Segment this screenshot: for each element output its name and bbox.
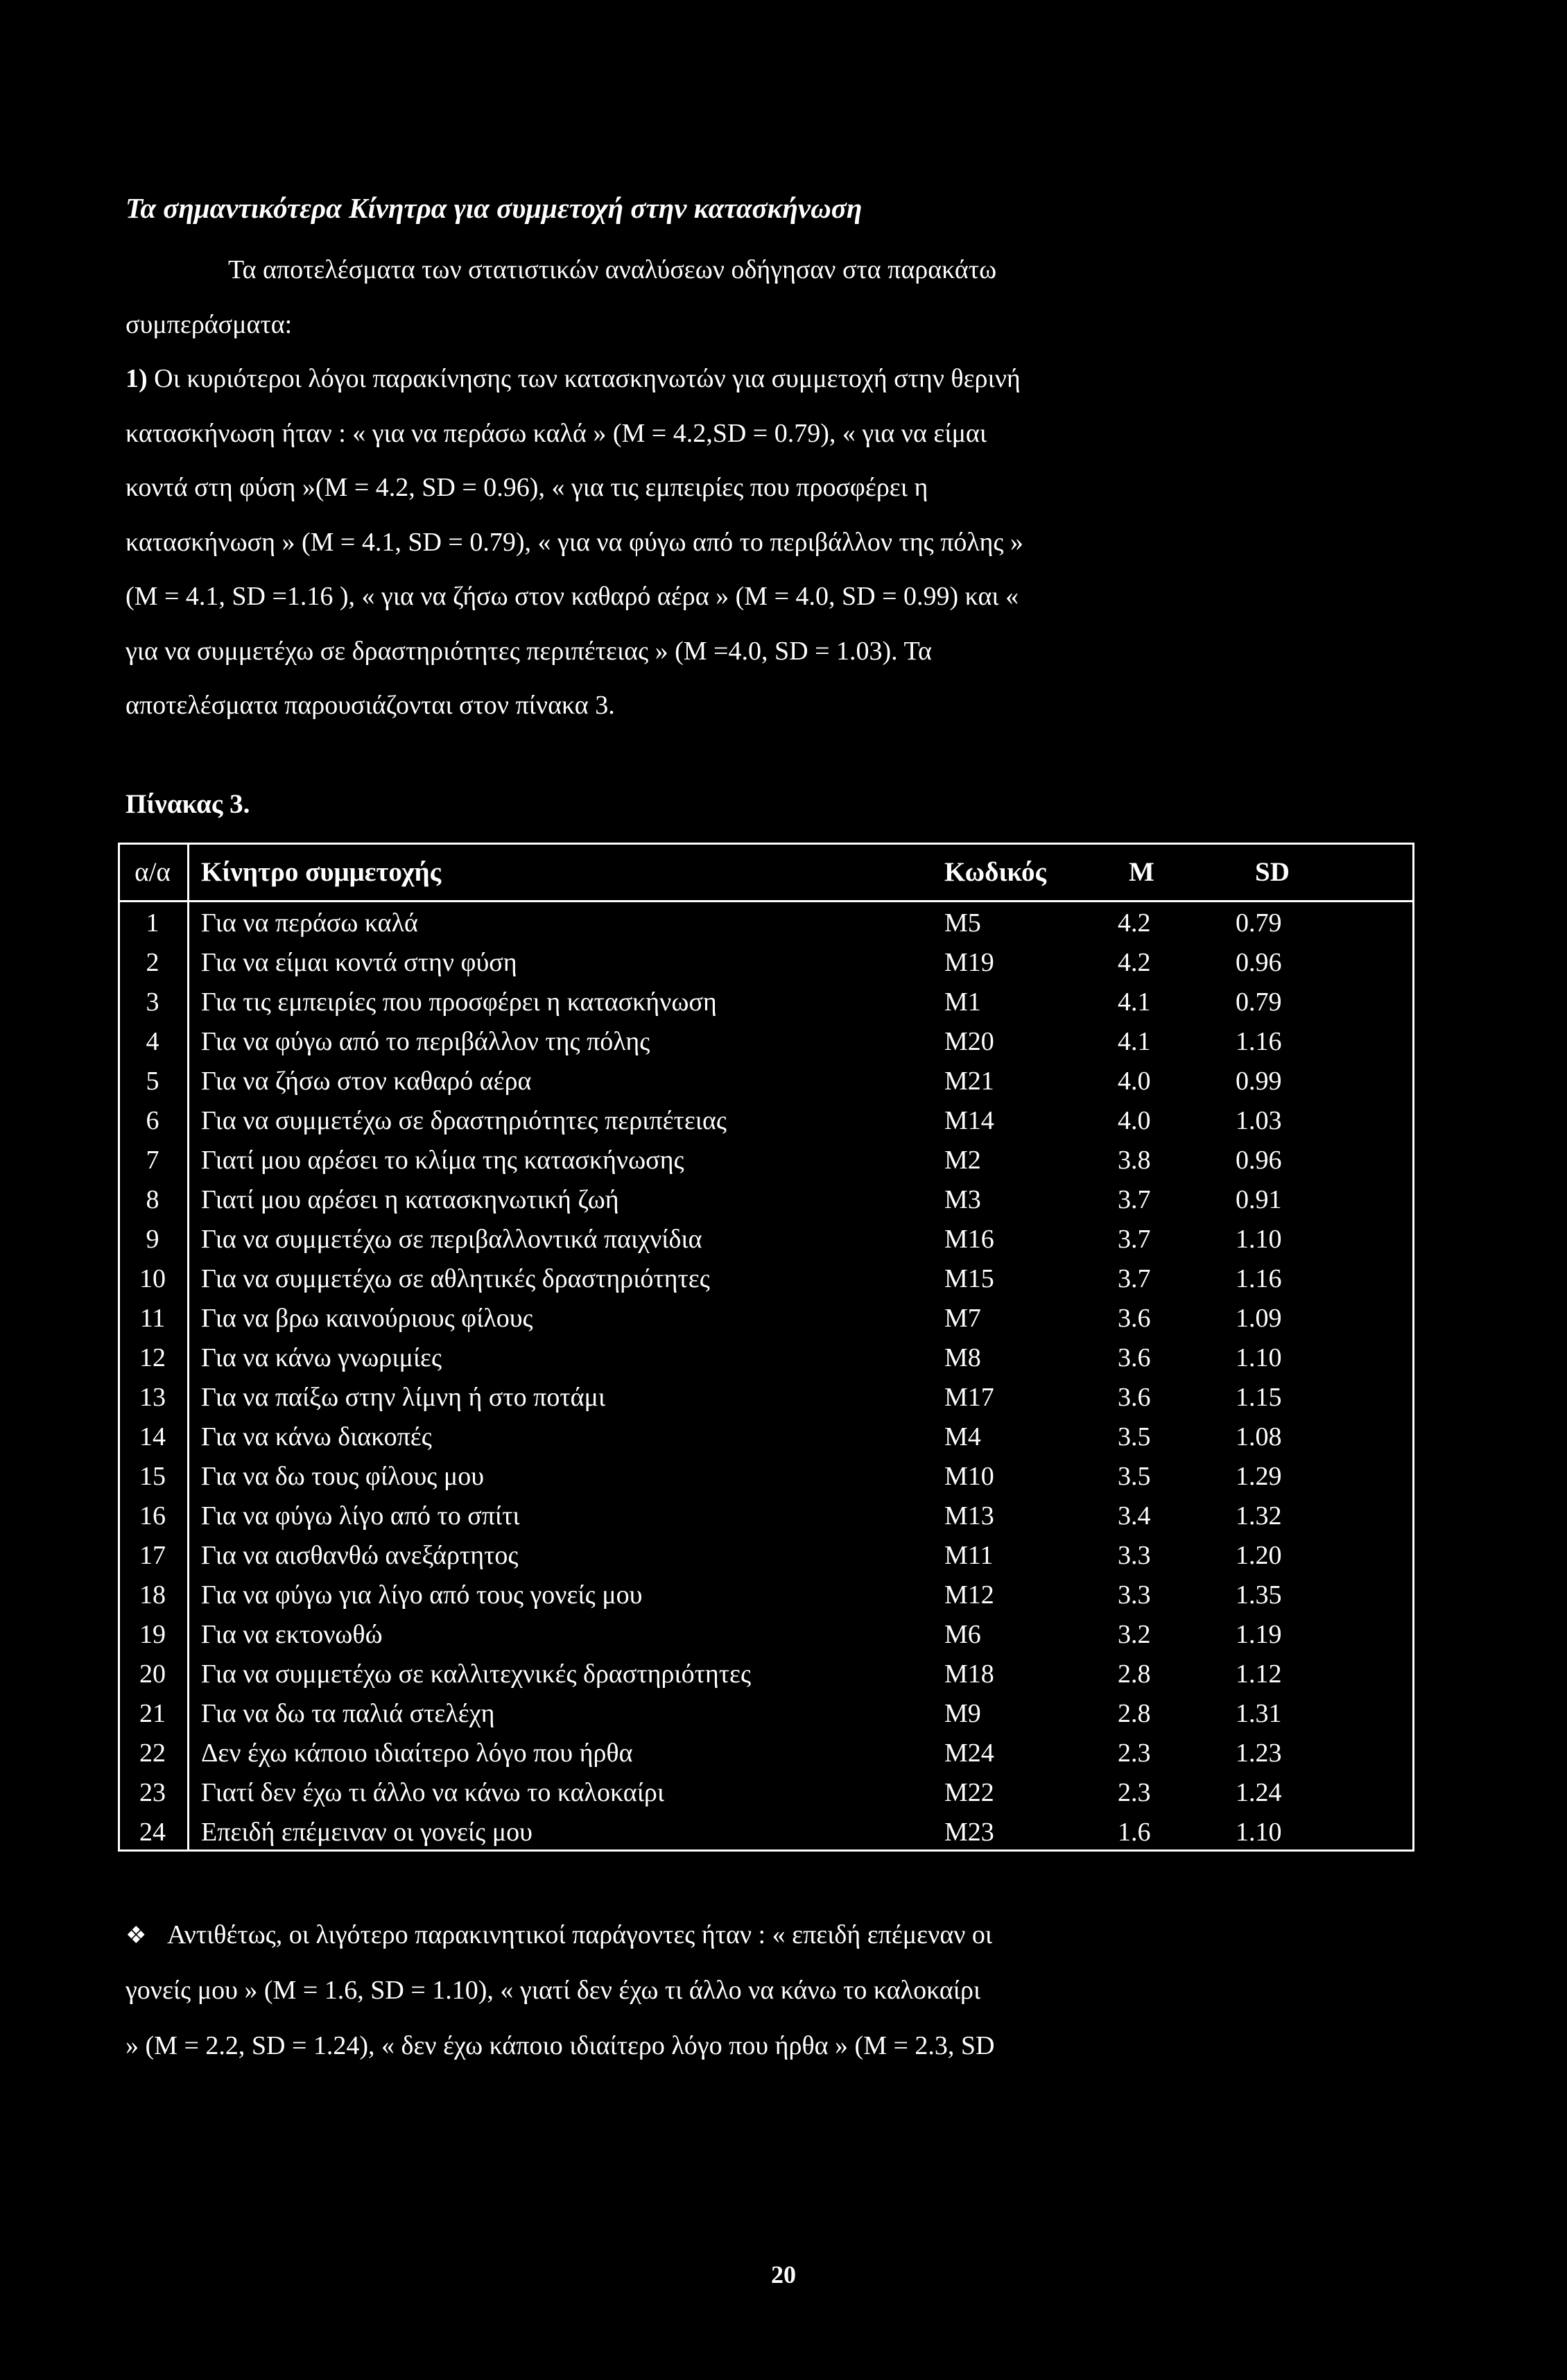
row-index: 14 [139,1422,166,1451]
row-index: 10 [139,1264,166,1293]
row-mean: 2.8 [1118,1699,1151,1728]
row-sd: 0.79 [1236,988,1282,1017]
row-index: 13 [139,1383,166,1412]
table-row [118,1022,1414,1062]
row-sd: 1.31 [1236,1699,1282,1728]
row-mean: 3.6 [1118,1383,1151,1412]
bullet-text: Αντιθέτως, οι λιγότερο παρακινητικοί παράγοντες ήταν : « επειδή επέμεναν οι [167,1920,993,1949]
row-index: 12 [139,1343,166,1372]
row-code: M20 [944,1027,994,1056]
row-motive: Γιατί μου αρέσει η κατασκηνωτική ζωή [201,1185,619,1214]
row-code: M13 [944,1501,994,1530]
row-sd: 1.24 [1236,1778,1282,1807]
row-motive: Γιατί δεν έχω τι άλλο να κάνω το καλοκαίρι [201,1778,665,1807]
row-index: 6 [146,1106,159,1135]
row-code: M14 [944,1106,994,1135]
row-mean: 3.5 [1118,1462,1151,1491]
row-mean: 3.6 [1118,1304,1151,1333]
row-mean: 3.7 [1118,1185,1151,1214]
page-number: 20 [771,2261,796,2288]
row-index: 9 [146,1225,159,1254]
row-sd: 1.10 [1236,1818,1282,1847]
row-mean: 4.0 [1118,1067,1151,1096]
row-mean: 4.2 [1118,948,1151,977]
row-motive: Για να φύγω για λίγο από τους γονείς μου [201,1580,643,1610]
table-row [118,904,1414,943]
table-row [118,1101,1414,1141]
row-code: M5 [944,908,981,938]
bullet-line: » (M = 2.2, SD = 1.24), « δεν έχω κάποιο ιδιαίτερο λόγο που ήρθα » (M = 2.3, SD [125,2031,995,2060]
row-motive: Επειδή επέμειναν οι γονείς μου [201,1818,533,1847]
summary-bullet [125,1907,1457,2073]
table-row [118,1417,1414,1457]
section-heading: Τα σημαντικότερα Κίνητρα για συμμετοχή στην κατασκήνωση [125,192,863,224]
row-motive: Για να είμαι κοντά στην φύση [201,948,517,977]
row-mean: 4.2 [1118,908,1151,938]
row-index: 19 [139,1620,166,1649]
row-index: 7 [146,1146,159,1175]
row-motive: Για να ζήσω στον καθαρό αέρα [201,1067,532,1096]
table-row [118,1259,1414,1299]
table-row [118,1813,1414,1852]
row-mean: 2.3 [1118,1778,1151,1807]
table-row [118,1338,1414,1378]
finding-number: 1) [125,364,148,393]
table-row [118,1734,1414,1773]
row-code: M8 [944,1343,981,1372]
row-motive: Για να αισθανθώ ανεξάρτητος [201,1541,519,1570]
row-index: 21 [139,1699,166,1728]
intro-line: συμπεράσματα: [125,309,293,339]
finding-line [125,352,1457,406]
row-code: M7 [944,1304,981,1333]
finding-line: κατασκήνωση » (M = 4.1, SD = 0.79), « για να φύγω από το περιβάλλον της πόλης » [125,527,1023,557]
row-mean: 3.3 [1118,1541,1151,1570]
header-code: Κωδικός [944,857,1046,887]
row-mean: 3.4 [1118,1501,1151,1530]
row-code: M1 [944,988,981,1017]
bullet-line [125,1907,1457,1963]
table-title: Πίνακας 3. [125,789,250,819]
finding-line: κοντά στη φύση »(M = 4.2, SD = 0.96), « για τις εμπειρίες που προσφέρει η [125,473,928,502]
row-code: M22 [944,1778,994,1807]
row-sd: 0.79 [1236,908,1282,938]
row-code: M15 [944,1264,994,1293]
header-divider [118,900,1414,902]
row-index: 2 [146,948,159,977]
row-mean: 3.5 [1118,1422,1151,1451]
row-motive: Για τις εμπειρίες που προσφέρει η κατασκήνωση [201,988,717,1017]
row-motive: Γιατί μου αρέσει το κλίμα της κατασκήνωσης [201,1146,684,1175]
row-motive: Για να συμμετέχω σε περιβαλλοντικά παιχνίδια [201,1225,702,1254]
row-sd: 1.08 [1236,1422,1282,1451]
table-row [118,1299,1414,1338]
row-sd: 1.10 [1236,1225,1282,1254]
row-index: 8 [146,1185,159,1214]
row-motive: Για να συμμετέχω σε δραστηριότητες περιπέτειας [201,1106,727,1135]
bullet-line: γονείς μου » (M = 1.6, SD = 1.10), « γιατί δεν έχω τι άλλο να κάνω το καλοκαίρι [125,1976,981,2005]
row-code: M21 [944,1067,994,1096]
row-code: M3 [944,1185,981,1214]
table-row [118,1378,1414,1417]
row-sd: 0.91 [1236,1185,1282,1214]
table-row [118,1180,1414,1220]
row-motive: Για να κάνω γνωριμίες [201,1343,442,1372]
row-motive: Για να φύγω από το περιβάλλον της πόλης [201,1027,650,1056]
table-row [118,943,1414,983]
findings-paragraph [125,243,1457,733]
row-mean: 3.3 [1118,1580,1151,1610]
table-row [118,1497,1414,1536]
row-sd: 1.16 [1236,1027,1282,1056]
table-row [118,1062,1414,1101]
row-code: M4 [944,1422,981,1451]
row-index: 3 [146,988,159,1017]
row-code: M24 [944,1739,994,1768]
table-row [118,1220,1414,1259]
table-row [118,1457,1414,1497]
row-motive: Δεν έχω κάποιο ιδιαίτερο λόγο που ήρθα [201,1739,633,1768]
row-index: 20 [139,1659,166,1689]
row-sd: 1.19 [1236,1620,1282,1649]
row-code: M16 [944,1225,994,1254]
row-sd: 1.12 [1236,1659,1282,1689]
intro-line: Τα αποτελέσματα των στατιστικών αναλύσεων οδήγησαν στα παρακάτω [228,255,997,284]
row-index: 24 [139,1818,166,1847]
row-motive: Για να βρω καινούριους φίλους [201,1304,533,1333]
row-sd: 1.20 [1236,1541,1282,1570]
row-motive: Για να κάνω διακοπές [201,1422,432,1451]
row-index: 15 [139,1462,166,1491]
row-motive: Για να δω τα παλιά στελέχη [201,1699,495,1728]
row-motive: Για να δω τους φίλους μου [201,1462,485,1491]
row-sd: 0.96 [1236,948,1282,977]
row-mean: 3.6 [1118,1343,1151,1372]
row-index: 4 [146,1027,159,1056]
row-code: M10 [944,1462,994,1491]
row-mean: 2.3 [1118,1739,1151,1768]
finding-line: αποτελέσματα παρουσιάζονται στον πίνακα 3. [125,691,615,720]
row-index: 16 [139,1501,166,1530]
row-index: 18 [139,1580,166,1610]
row-code: M23 [944,1818,994,1847]
row-sd: 1.10 [1236,1343,1282,1372]
finding-line: κατασκήνωση ήταν : « για να περάσω καλά » (M = 4.2,SD = 0.79), « για να είμαι [125,418,987,448]
row-index: 1 [146,908,159,938]
row-index: 23 [139,1778,166,1807]
row-index: 22 [139,1739,166,1768]
table-row [118,1576,1414,1615]
table-row [118,1536,1414,1576]
row-index: 17 [139,1541,166,1570]
row-sd: 1.16 [1236,1264,1282,1293]
row-mean: 4.1 [1118,1027,1151,1056]
table-row [118,1141,1414,1180]
row-index: 11 [139,1304,166,1333]
row-sd: 0.96 [1236,1146,1282,1175]
row-mean: 1.6 [1118,1818,1151,1847]
table-row [118,1655,1414,1694]
header-motive: Κίνητρο συμμετοχής [201,857,442,887]
row-sd: 1.23 [1236,1739,1282,1768]
row-code: M19 [944,948,994,977]
table-row [118,983,1414,1022]
row-motive: Για να παίξω στην λίμνη ή στο ποτάμι [201,1383,606,1412]
row-code: M9 [944,1699,981,1728]
row-mean: 2.8 [1118,1659,1151,1689]
finding-text: Οι κυριότεροι λόγοι παρακίνησης των κατασκηνωτών για συμμετοχή στην θερινή [154,364,1021,393]
row-sd: 1.29 [1236,1462,1282,1491]
motives-table [118,843,1414,1852]
row-sd: 1.15 [1236,1383,1282,1412]
finding-line: για να συμμετέχω σε δραστηριότητες περιπέτειας » (M =4.0, SD = 1.03). Τα [125,636,932,666]
finding-line: (M = 4.1, SD =1.16 ), « για να ζήσω στον καθαρό αέρα » (M = 4.0, SD = 0.99) και « [125,582,1019,611]
row-sd: 1.35 [1236,1580,1282,1610]
row-mean: 3.8 [1118,1146,1151,1175]
table-row [118,1615,1414,1655]
row-motive: Για να φύγω λίγο από το σπίτι [201,1501,520,1530]
row-sd: 1.32 [1236,1501,1282,1530]
table-row [118,1694,1414,1734]
row-code: M17 [944,1383,994,1412]
row-code: M2 [944,1146,981,1175]
row-motive: Για να περάσω καλά [201,908,418,938]
diamond-bullet-icon: ❖ [125,1923,147,1949]
row-mean: 3.2 [1118,1620,1151,1649]
row-mean: 4.1 [1118,988,1151,1017]
table-row [118,1773,1414,1813]
row-sd: 1.03 [1236,1106,1282,1135]
row-code: M12 [944,1580,994,1610]
header-sd: SD [1255,857,1290,887]
row-mean: 3.7 [1118,1225,1151,1254]
row-code: M6 [944,1620,981,1649]
row-mean: 3.7 [1118,1264,1151,1293]
header-mean: M [1129,857,1154,887]
row-motive: Για να συμμετέχω σε καλλιτεχνικές δραστηριότητες [201,1659,752,1689]
row-motive: Για να εκτονωθώ [201,1620,383,1649]
row-mean: 4.0 [1118,1106,1151,1135]
row-code: M11 [944,1541,994,1570]
row-motive: Για να συμμετέχω σε αθλητικές δραστηριότητες [201,1264,710,1293]
header-index: α/α [135,857,171,887]
row-index: 5 [146,1067,159,1096]
row-sd: 0.99 [1236,1067,1282,1096]
row-sd: 1.09 [1236,1304,1282,1333]
row-code: M18 [944,1659,994,1689]
